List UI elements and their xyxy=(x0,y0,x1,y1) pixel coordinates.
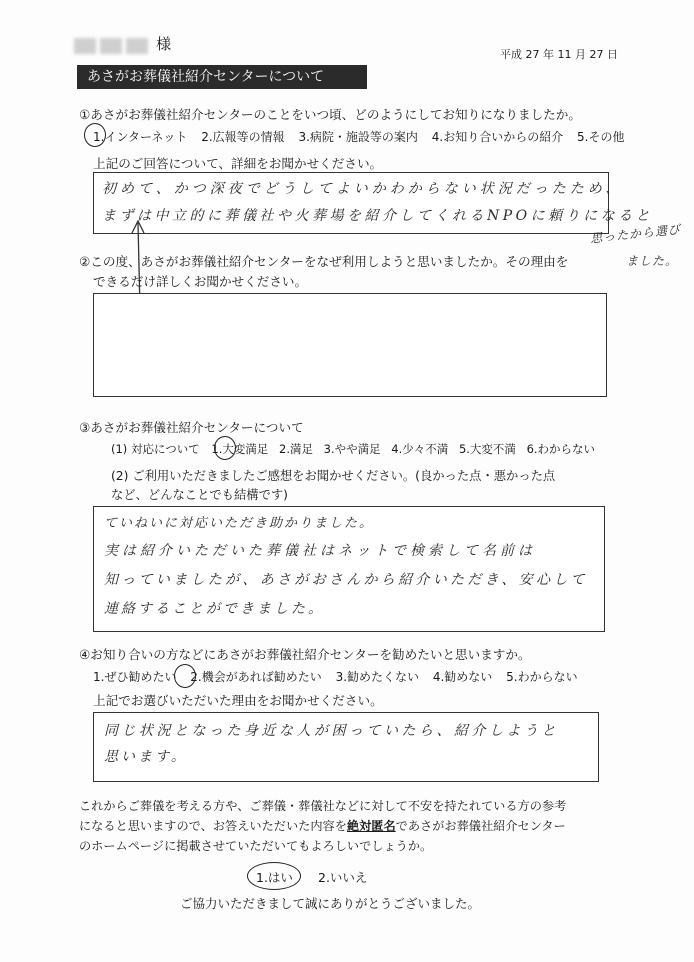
q1-option-1: 1.インターネット xyxy=(93,130,188,144)
consent-yes: 1.はい xyxy=(256,870,293,885)
q3-answer-line4: 連絡することができました。 xyxy=(104,601,325,617)
thanks-message: ご協力いただきまして誠にありがとうございました。 xyxy=(180,896,481,911)
q1-option-3: 3.病院・施設等の案内 xyxy=(298,130,418,144)
q4-answer-line2: 思います。 xyxy=(104,749,188,765)
q3-option-2: 2.満足 xyxy=(279,442,313,456)
closing-line2-post: であさがお葬儀社紹介センター xyxy=(395,819,566,833)
q4-answer-line1: 同じ状況となった身近な人が困っていたら、紹介しようと xyxy=(104,723,559,739)
closing-line3: のホームページに掲載させていただいてもよろしいでしょうか。 xyxy=(79,839,433,853)
q4-option-3: 3.勧めたくない xyxy=(335,670,420,684)
q4-question: ④お知り合いの方などにあさがお葬儀社紹介センターを勧めたいと思いますか。 xyxy=(79,647,531,662)
q4-options xyxy=(93,668,588,685)
q1-option-4: 4.お知り合いからの紹介 xyxy=(431,130,564,144)
q3-sub2-line1: (2) ご利用いただきましたご感想をお聞かせください。(良かった点・悪かった点 xyxy=(111,469,556,483)
q1-option-5: 5.その他 xyxy=(577,130,625,144)
q4-option-5: 5.わからない xyxy=(506,670,578,684)
q1-selected-circle xyxy=(84,123,106,147)
q3-option-4: 4.少々不満 xyxy=(391,442,449,456)
consent-yes-circle xyxy=(247,862,301,890)
q3-answer-line3: 知っていましたが、あさがおさんから紹介いただき、安心して xyxy=(104,572,588,588)
q1-options xyxy=(93,128,635,145)
closing-line1: これからご葬儀を考える方や、ご葬儀・葬儀社などに対して不安を持たれている方の参考 xyxy=(79,799,567,813)
q3-option-5: 5.大変不満 xyxy=(458,442,516,456)
q1-option-2: 2.広報等の情報 xyxy=(201,130,285,144)
q4-followup: 上記でお選びいただいた理由をお聞かせください。 xyxy=(93,693,383,708)
q4-option-4: 4.勧めない xyxy=(432,670,493,684)
recipient-honorific: 様 xyxy=(156,35,172,53)
closing-line2-pre: になると思いますので、お答えいただいた内容を xyxy=(79,819,347,833)
q1-answer-margin-line1: 思ったから選び xyxy=(589,222,682,246)
q1-answer-line1: 初めて、かつ深夜でどうしてよいかわからない状況だったため、 xyxy=(102,181,624,197)
q3-answer-line1: ていねいに対応いただき助かりました。 xyxy=(104,516,375,531)
q1-answer-margin-line2: ました。 xyxy=(626,254,679,268)
q3-option-6: 6.わからない xyxy=(526,442,596,456)
q4-option-2: 2.機会があれば勧めたい xyxy=(190,670,322,684)
q3-sub1 xyxy=(111,441,595,457)
q3-sub2-line2: など、どんなことでも結構です) xyxy=(111,488,288,502)
q4-selected-circle xyxy=(174,664,196,688)
closing-line2 xyxy=(79,817,566,834)
section-header: あさがお葬儀社紹介センターについて xyxy=(77,65,367,89)
q4-option-1: 1.ぜひ勧めたい xyxy=(93,670,177,684)
q3-answer-line2: 実は紹介いただいた葬儀社はネットで検索して名前は xyxy=(104,543,536,559)
q1-question: ①あさがお葬儀社紹介センターのことをいつ頃、どのようにしてお知りになりましたか。 xyxy=(79,107,581,122)
document-date: 平成 27 年 11 月 27 日 xyxy=(500,48,618,61)
q3-title: ③あさがお葬儀社紹介センターについて xyxy=(79,420,304,435)
q2-question-line1: ②この度、あさがお葬儀社紹介センターをなぜ利用しようと思いましたか。その理由を xyxy=(79,254,569,269)
anonymous-emphasis: 絶対匿名 xyxy=(346,819,396,833)
q2-answer-box xyxy=(93,293,607,397)
q3-option-1: 1.大変満足 xyxy=(211,442,269,456)
q3-option-3: 3.やや満足 xyxy=(323,442,381,456)
q3-sub1-label: (1) 対応について xyxy=(111,442,200,456)
q1-followup: 上記のご回答について、詳細をお聞かせください。 xyxy=(93,156,383,171)
consent-no: 2.いいえ xyxy=(318,870,368,885)
q1-answer-line2: まずは中立的に葬儀社や火葬場を紹介してくれるNPOに頼りになると xyxy=(102,208,654,224)
q2-question-line2: できるだけ詳しくお聞かせください。 xyxy=(93,274,308,289)
recipient-name-redacted xyxy=(74,33,171,54)
q3-selected-circle xyxy=(214,436,236,460)
